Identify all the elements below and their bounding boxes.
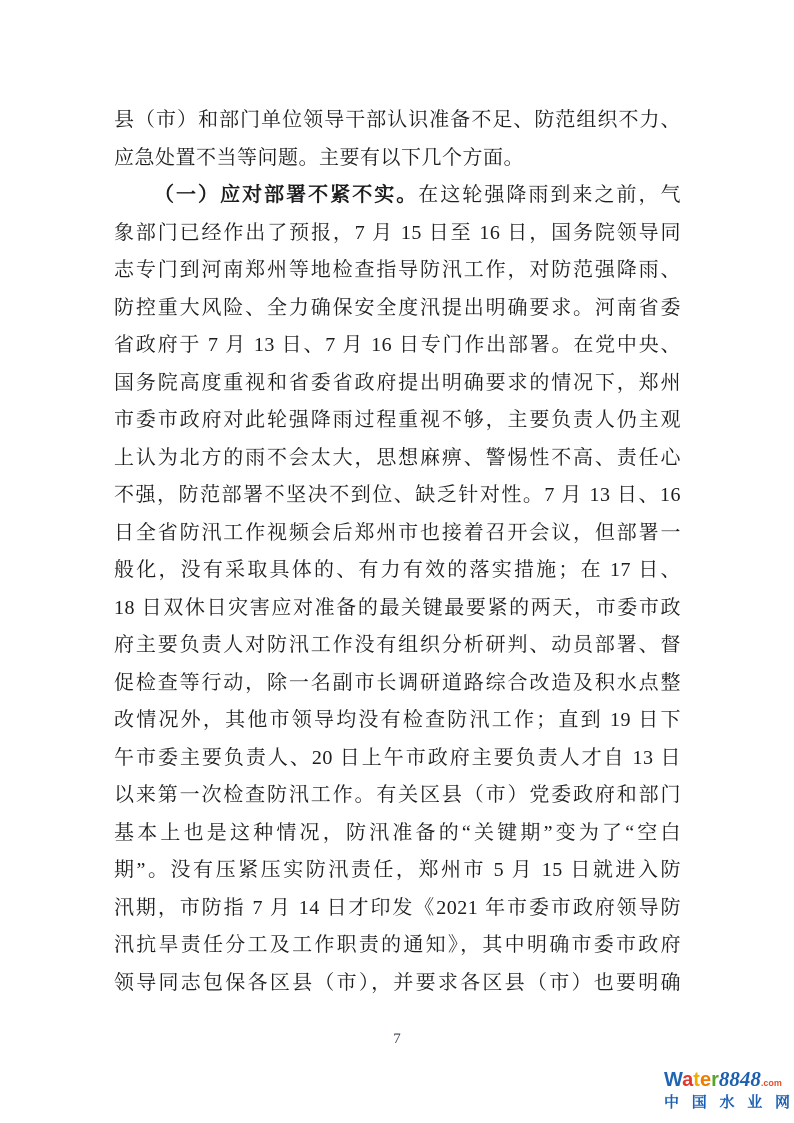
logo-subtitle-char: 业 [747,1094,763,1111]
logo-letter: e [699,1069,712,1091]
text-line [114,140,681,178]
text-line [114,102,681,140]
text-line [114,590,681,628]
body-text: 象部门已经作出了预报，7 月 15 日至 16 日，国务院领导同 [114,221,681,244]
text-line [114,965,681,1003]
logo-com-text: .com [760,1078,782,1088]
body-text: 般化，没有采取具体的、有力有效的落实措施；在 17 日、 [114,559,681,581]
body-text: 促检查等行动，除一名副市长调研道路综合改造及积水点整 [114,671,681,694]
text-line [114,290,681,328]
heading-bold-text: （一）应对部署不紧不实。 [154,184,419,206]
logo-letter: a [682,1069,694,1091]
text-line [114,440,681,478]
body-text: 不强，防范部署不坚决不到位、缺乏针对性。7 月 13 日、16 [114,484,681,506]
document-body [114,102,681,1002]
text-line [114,327,681,365]
text-line [114,777,681,815]
text-line [114,252,681,290]
body-text: 上认为北方的雨不会太大，思想麻痹、警惕性不高、责任心 [114,446,681,469]
logo-letter: W [664,1069,683,1091]
logo-wordmark [664,1069,790,1093]
body-text: 府主要负责人对防汛工作没有组织分析研判、动员部署、督 [114,634,681,656]
text-line [114,815,681,853]
body-text: 以来第一次检查防汛工作。有关区县（市）党委政府和部门 [114,784,681,806]
logo-subtitle [664,1094,790,1111]
logo-subtitle-char: 水 [719,1094,735,1111]
body-text: 汛期，市防指 7 月 14 日才印发《2021 年市委市政府领导防 [114,896,681,919]
body-text: 汛抗旱责任分工及工作职责的通知》，其中明确市委市政府 [114,934,681,956]
body-text: 应急处置不当等问题。主要有以下几个方面。 [114,146,524,169]
body-text: 国务院高度重视和省委省政府提出明确要求的情况下，郑州 [114,371,681,394]
body-text: 在这轮强降雨到来之前，气 [418,184,682,206]
text-line [114,852,681,890]
logo-subtitle-char: 中 [664,1094,680,1111]
text-line [114,215,681,253]
water8848-logo [664,1069,790,1111]
body-text: 市委市政府对此轮强降雨过程重视不够，主要负责人仍主观 [114,409,681,431]
text-line [114,627,681,665]
logo-letter: t [693,1069,700,1091]
text-line [114,477,681,515]
body-text: 18 日双休日灾害应对准备的最关键最要紧的两天，市委市政 [114,596,681,619]
text-line [114,927,681,965]
text-line [114,515,681,553]
body-text: 基本上也是这种情况，防汛准备的“关键期”变为了“空白 [114,821,681,844]
logo-water-text [664,1069,719,1091]
logo-subtitle-char: 国 [691,1094,707,1111]
text-line [114,702,681,740]
body-text: 领导同志包保各区县（市），并要求各区县（市）也要明确 [114,971,681,994]
body-text: 省政府于 7 月 13 日、7 月 16 日专门作出部署。在党中央、 [114,334,681,356]
logo-letter: r [711,1069,719,1091]
page-number: 7 [393,1031,401,1047]
logo-subtitle-char: 网 [774,1094,790,1111]
text-line [114,740,681,778]
body-text: 防控重大风险、全力确保安全度汛提出明确要求。河南省委 [114,296,681,319]
body-text: 期”。没有压紧压实防汛责任，郑州市 5 月 15 日就进入防 [114,859,681,881]
text-line [114,365,681,403]
body-text: 日全省防汛工作视频会后郑州市也接着召开会议，但部署一 [114,521,681,544]
body-text: 县（市）和部门单位领导干部认识准备不足、防范组织不力、 [114,109,681,131]
body-text: 志专门到河南郑州等地检查指导防汛工作，对防范强降雨、 [114,259,681,281]
body-text: 改情况外，其他市领导均没有检查防汛工作；直到 19 日下 [114,709,681,731]
text-line [114,890,681,928]
body-text: 午市委主要负责人、20 日上午市政府主要负责人才自 13 日 [114,746,681,769]
text-line [114,177,681,215]
text-line [114,552,681,590]
logo-8848-text: 8848 [718,1067,761,1091]
text-line [114,665,681,703]
text-line [114,402,681,440]
